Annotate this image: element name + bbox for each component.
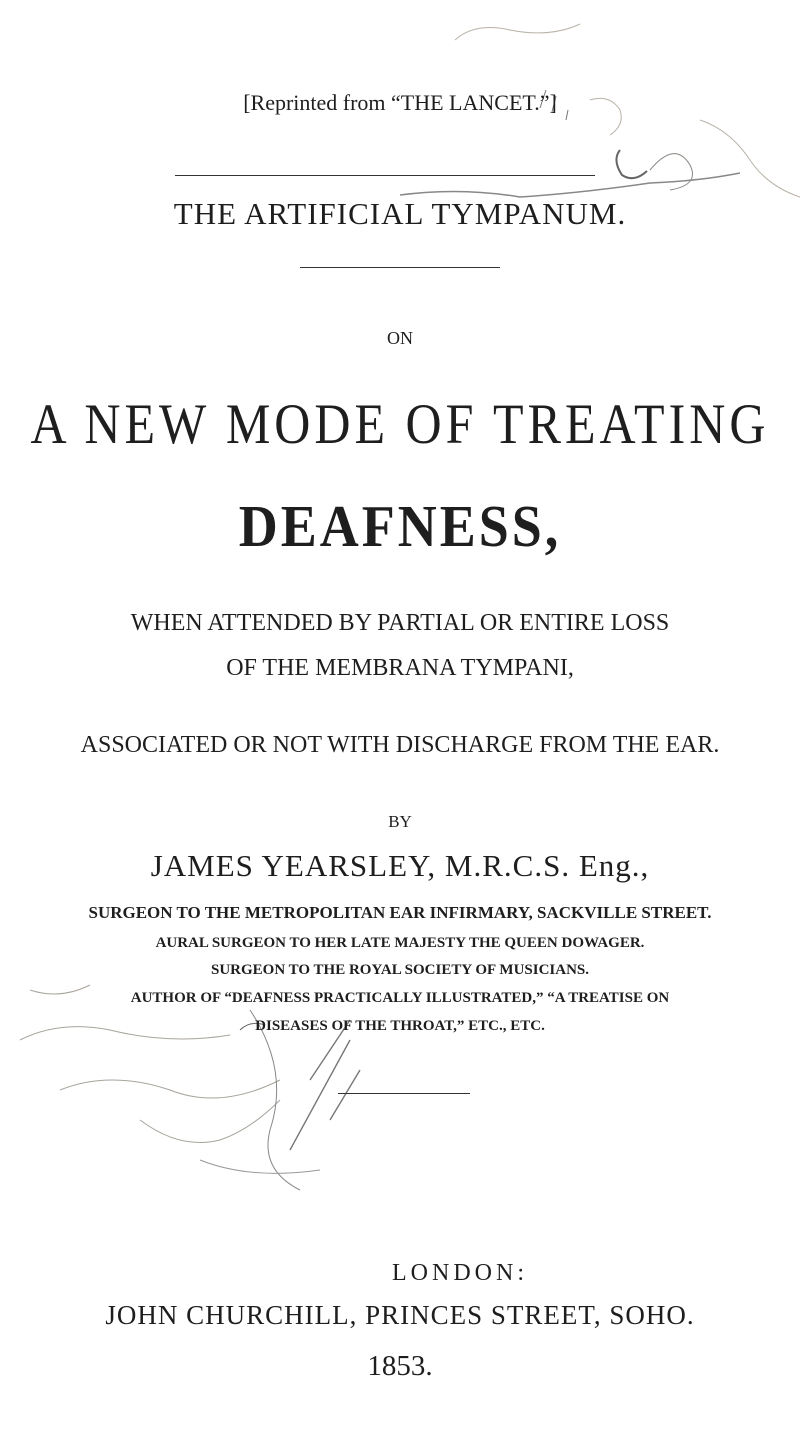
imprint-city: LONDON: — [392, 1260, 528, 1286]
ink-stain-lower — [0, 950, 800, 1210]
credential-3: SURGEON TO THE ROYAL SOCIETY OF MUSICIANS. — [210, 962, 590, 978]
title-line-1: A NEW MODE OF TREATING — [30, 391, 770, 456]
subtitle-line-1: WHEN ATTENDED BY PARTIAL OR ENTIRE LOSS — [130, 610, 670, 636]
year: 1853. — [367, 1350, 433, 1382]
by-label: BY — [388, 812, 412, 831]
publisher: JOHN CHURCHILL, PRINCES STREET, SOHO. — [105, 1300, 695, 1330]
reprint-note: [Reprinted from “THE LANCET.”] — [243, 90, 557, 115]
credential-5: DISEASES OF THE THROAT,” ETC., ETC. — [255, 1018, 545, 1034]
subtitle-line-3: ASSOCIATED OR NOT WITH DISCHARGE FROM THE EAR. — [80, 732, 720, 758]
rule-imprint — [338, 1093, 470, 1094]
subtitle-line-2: OF THE MEMBRANA TYMPANI, — [226, 655, 574, 681]
rule-top — [175, 175, 595, 176]
title-line-2: DEAFNESS, — [238, 493, 562, 560]
ink-stain-top — [0, 0, 800, 320]
author-name: JAMES YEARSLEY, M.R.C.S. Eng., — [150, 848, 650, 883]
rule-under-running-title — [300, 267, 500, 268]
credential-1: SURGEON TO THE METROPOLITAN EAR INFIRMARY, SACKVILLE STREET. — [88, 903, 712, 922]
credential-2: AURAL SURGEON TO HER LATE MAJESTY THE QUEEN DOWAGER. — [155, 935, 645, 951]
on-label: ON — [387, 328, 413, 348]
running-title: THE ARTIFICIAL TYMPANUM. — [173, 196, 627, 231]
credential-4: AUTHOR OF “DEAFNESS PRACTICALLY ILLUSTRATED,” “A TREATISE ON — [130, 990, 670, 1006]
